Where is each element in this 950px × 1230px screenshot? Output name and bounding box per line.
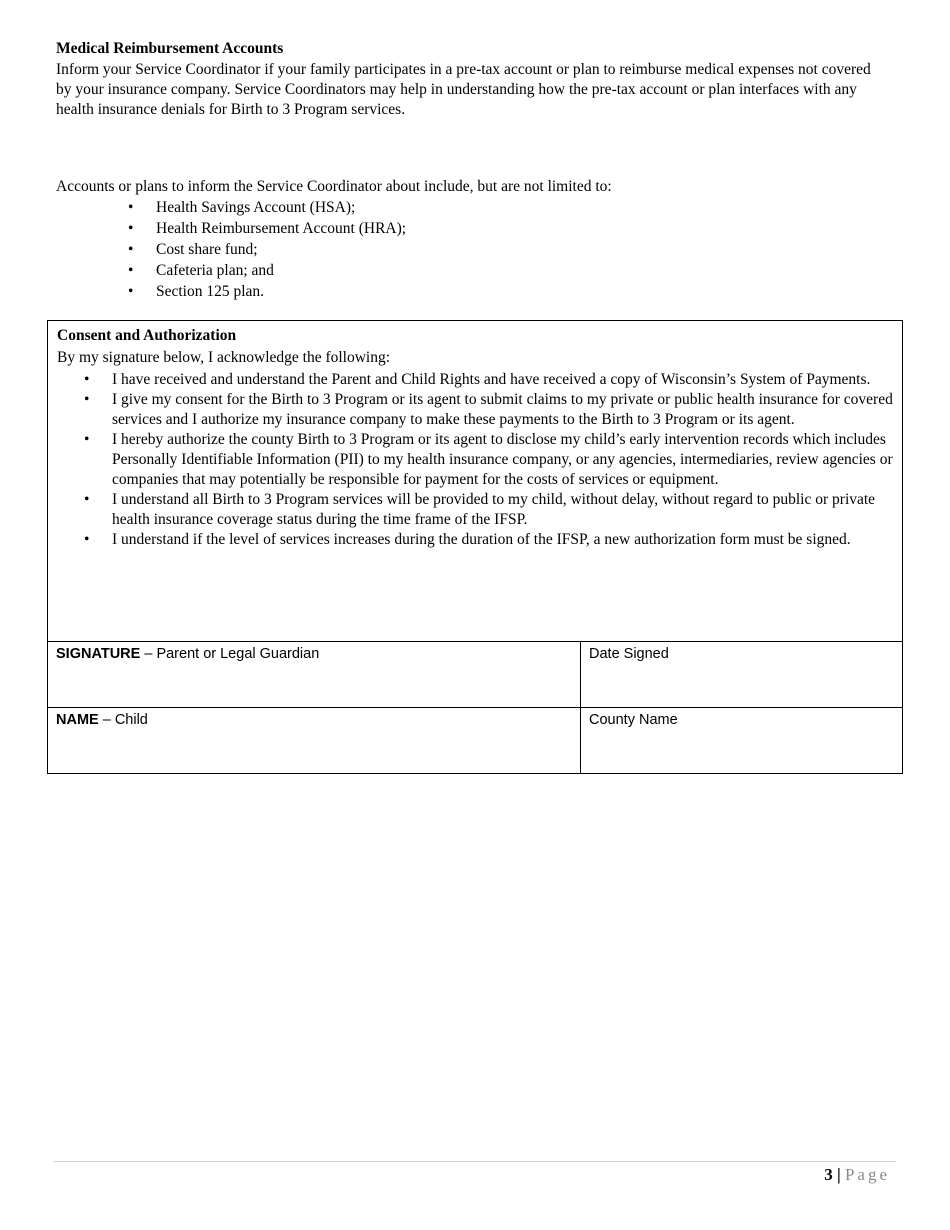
list-item: • I give my consent for the Birth to 3 Program or its agent to submit claims to my private or public health insurance for covered services and I authorize my insurance company to make these payments to the Birth to 3 Program or its agent. <box>84 391 893 428</box>
list-item: • Health Reimbursement Account (HRA); <box>128 220 407 237</box>
list-item: • Cost share fund; <box>128 241 258 258</box>
county-name-field[interactable]: County Name <box>581 708 903 774</box>
bullet-icon: • <box>128 283 134 300</box>
footer-divider <box>54 1161 896 1162</box>
page-label: Page <box>844 1165 890 1184</box>
accounts-list <box>56 197 406 302</box>
list-item: • I have received and understand the Parent and Child Rights and have received a copy of Wisconsin’s System of Payments. <box>84 371 871 388</box>
bullet-icon: • <box>84 491 90 508</box>
bullet-icon: • <box>84 431 90 448</box>
medical-section-body: Inform your Service Coordinator if your family participates in a pre-tax account or plan to reimburse medical expenses not covered by your insurance company. Service Coordinators may help in understanding how the pre-tax account or plan interfaces with any health insurance denials for Birth to 3 Program services. <box>56 61 871 118</box>
footer-separator: | <box>832 1165 845 1184</box>
list-item: • I hereby authorize the county Birth to 3 Program or its agent to disclose my child’s early intervention records which includes Personally Identifiable Information (PII) to my health insurance company, or any agencies, intermediaries, review agencies or companies that may potentially be responsible for payment for the costs of services or equipment. <box>84 431 893 488</box>
bullet-icon: • <box>84 531 90 548</box>
consent-intro: By my signature below, I acknowledge the following: <box>57 349 391 366</box>
consent-title: Consent and Authorization <box>57 327 237 344</box>
list-item: • Section 125 plan. <box>128 283 265 300</box>
accounts-lead-text: Accounts or plans to inform the Service Coordinator about include, but are not limited to: <box>56 178 612 195</box>
signature-table <box>47 641 903 774</box>
list-item: • Health Savings Account (HSA); <box>128 199 356 216</box>
page-footer <box>824 1165 890 1185</box>
bullet-icon: • <box>84 371 90 388</box>
page-number: 3 <box>824 1165 833 1184</box>
bullet-icon: • <box>128 199 134 216</box>
medical-section-title: Medical Reimbursement Accounts <box>56 40 284 57</box>
signature-field[interactable]: SIGNATURE – Parent or Legal Guardian <box>48 642 581 708</box>
bullet-icon: • <box>128 241 134 258</box>
child-name-field[interactable]: NAME – Child <box>48 708 581 774</box>
list-item: • I understand all Birth to 3 Program services will be provided to my child, without delay, without regard to public or private health insurance coverage status during the time frame of the IFSP. <box>84 491 876 528</box>
bullet-icon: • <box>128 262 134 279</box>
list-item: • I understand if the level of services increases during the duration of the IFSP, a new authorization form must be signed. <box>84 531 851 548</box>
consent-list <box>57 370 893 550</box>
list-item: • Cafeteria plan; and <box>128 262 274 279</box>
consent-box <box>47 320 903 641</box>
bullet-icon: • <box>128 220 134 237</box>
bullet-icon: • <box>84 391 90 408</box>
date-signed-field[interactable]: Date Signed <box>581 642 903 708</box>
